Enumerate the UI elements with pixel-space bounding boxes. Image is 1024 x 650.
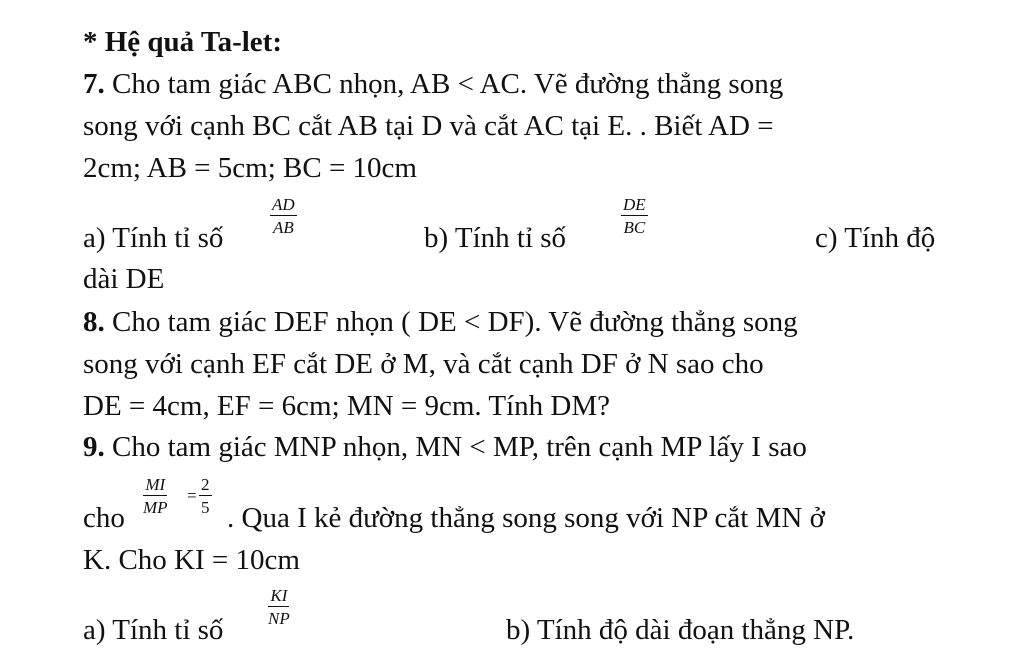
fraction-denominator: BC xyxy=(623,218,646,237)
fraction-ad-ab xyxy=(270,196,297,236)
problem-9-cho: cho xyxy=(83,502,125,534)
fraction-ki-np xyxy=(268,587,290,627)
problem-7c-continuation: dài DE xyxy=(83,263,165,295)
fraction-denominator: AB xyxy=(272,218,294,237)
fraction-numerator: DE xyxy=(623,195,646,214)
fraction-de-bc xyxy=(621,196,648,236)
fraction-mi-mp xyxy=(143,476,168,516)
fraction-numerator: AD xyxy=(272,195,295,214)
fraction-denominator: 5 xyxy=(201,498,210,517)
problem-7-line-1 xyxy=(83,68,783,101)
fraction-denominator: NP xyxy=(268,609,290,628)
problem-7-text-1: Cho tam giác ABC nhọn, AB < AC. Vẽ đường thẳng song xyxy=(112,68,784,100)
problem-8-text-1: Cho tam giác DEF nhọn ( DE < DF). Vẽ đường thẳng song xyxy=(112,306,798,338)
fraction-numerator: 2 xyxy=(201,475,210,494)
problem-9a-label: a) Tính tỉ số xyxy=(83,614,224,646)
fraction-denominator: MP xyxy=(143,498,168,517)
problem-9b-label: b) Tính độ dài đoạn thẳng NP. xyxy=(506,614,855,646)
problem-7c-label: c) Tính độ xyxy=(815,222,936,254)
problem-7-line-3: 2cm; AB = 5cm; BC = 10cm xyxy=(83,152,417,184)
problem-8-line-1 xyxy=(83,306,798,339)
fraction-numerator: MI xyxy=(145,475,166,494)
problem-9-line-2-rest: . Qua I kẻ đường thẳng song song với NP cắt MN ở xyxy=(227,502,825,534)
equals-sign: = xyxy=(187,486,197,505)
problem-8-line-3: DE = 4cm, EF = 6cm; MN = 9cm. Tính DM? xyxy=(83,390,610,422)
problem-9-text-1: Cho tam giác MNP nhọn, MN < MP, trên cạnh MP lấy I sao xyxy=(112,431,807,463)
problem-8-line-2: song với cạnh EF cắt DE ở M, và cắt cạnh DF ở N sao cho xyxy=(83,348,764,380)
problem-9-number: 9. xyxy=(83,431,105,463)
problem-7b-label: b) Tính tỉ số xyxy=(424,222,567,254)
problem-7-line-2: song với cạnh BC cắt AB tại D và cắt AC tại E. . Biết AD = xyxy=(83,110,774,142)
problem-9-line-1 xyxy=(83,431,807,464)
problem-7-number: 7. xyxy=(83,68,105,100)
problem-9-line-3: K. Cho KI = 10cm xyxy=(83,544,300,576)
section-heading: * Hệ quả Ta-let: xyxy=(83,26,282,58)
fraction-numerator: KI xyxy=(270,586,288,605)
fraction-2-5 xyxy=(199,476,212,516)
problem-7a-label: a) Tính tỉ số xyxy=(83,222,224,254)
problem-8-number: 8. xyxy=(83,306,105,338)
